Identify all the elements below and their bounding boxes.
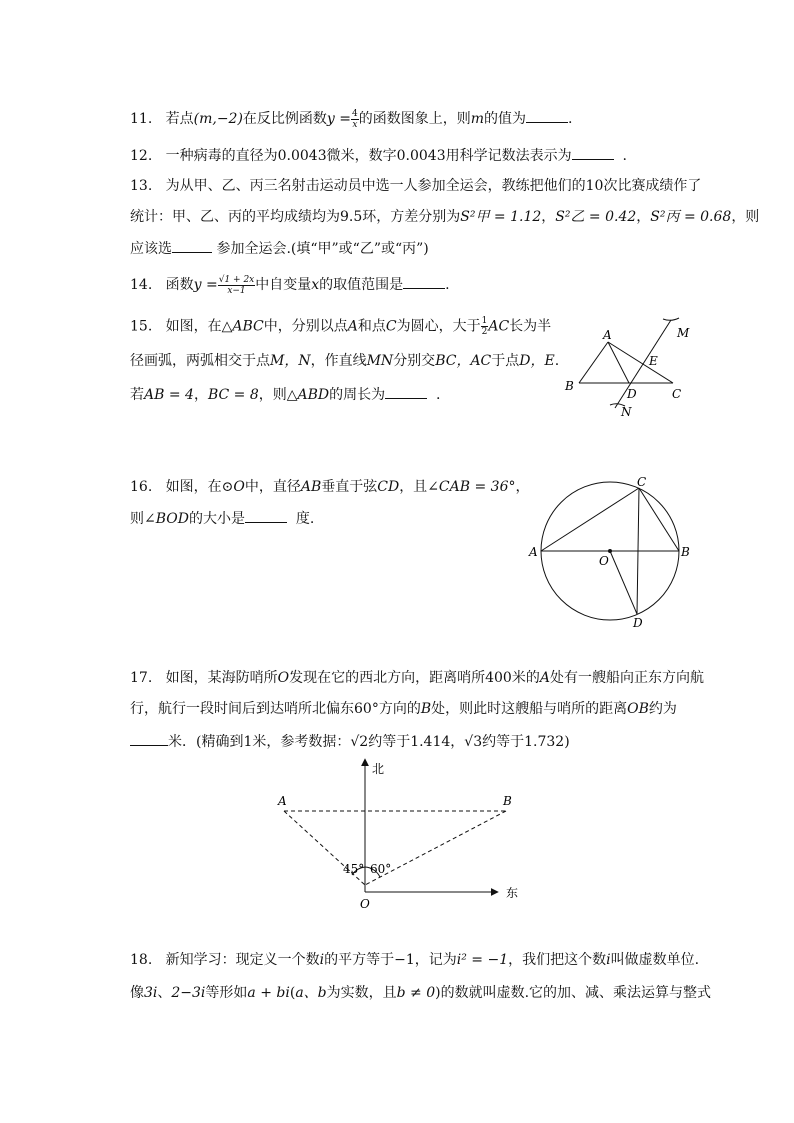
segment-ab [579,342,608,383]
text: 垂直于弦 [321,479,378,495]
question-11 [130,108,690,130]
answer-blank[interactable] [385,384,427,399]
text: 约等于1.414， [368,734,465,750]
label-angle-60: 60° [370,862,392,876]
question-17-line-2 [130,699,690,719]
segment-od [610,551,637,614]
segment-cb [639,488,679,551]
text: 米．(精确到1米，参考数据： [168,734,351,750]
math: C [385,318,397,335]
text: 新知学习：现定义一个数 [165,952,320,968]
text: 中，分别以点 [263,318,348,335]
math: i [606,952,611,968]
label-m: M [677,326,690,340]
answer-blank[interactable] [130,731,168,746]
text: 在反比例函数 [242,111,327,127]
text: 约等于1.732) [482,734,570,750]
math: A [347,318,358,335]
question-17-line-1 [130,668,704,688]
question-number: 12. [130,148,153,164]
text: 为圆心，大于 [396,318,481,335]
fraction-denominator: x−1 [227,285,246,296]
math: S²乙 = 0.42 [555,209,637,225]
math: b ≠ 0 [396,985,436,1001]
text: 为从甲、乙、丙三名射击运动员中选一人参加全运会，教练把他们的10次比赛成绩作了 [165,178,702,194]
label-b: B [503,794,512,808]
text: . [622,148,627,164]
text: ，则 [731,209,760,225]
fraction-denominator: x [352,119,358,130]
label-n: N [621,405,632,419]
question-number: 15. [130,318,153,335]
math: y = [193,277,218,293]
text: 处有一艘船向正东方向航 [549,670,704,686]
text: ， [193,387,208,403]
figure-triangle-perpendicular-bisector [555,312,705,422]
text: ，且 [399,479,428,495]
label-a: A [603,328,612,342]
math: AB [300,479,322,495]
segment-ac [541,488,639,551]
text: 如图，在 [165,479,222,495]
text: 的大小是 [188,511,245,527]
label-a: A [529,545,538,559]
text: 应该选 [130,241,172,257]
label-east: 东 [506,886,519,900]
question-15-line-2 [130,351,560,371]
math: AB = 4 [144,387,194,403]
math: √3 [464,734,483,750]
label-o: O [360,897,370,911]
question-13-line-2: 统计：甲、乙、丙的平均成绩均为9.5环，方差分别为S²甲 = 1.12，S²乙 = 0.42，S²丙 = 0.68，则 [130,209,760,225]
question-18-line-2 [130,983,712,1003]
text: ， [515,479,530,495]
label-b: B [565,379,574,393]
question-16-line-2 [130,508,510,529]
math: a、b [295,985,327,1001]
math: m [470,111,485,127]
question-number: 11. [130,111,153,127]
answer-blank[interactable] [245,508,287,523]
math: △ABD [286,387,330,403]
text: 参加全运会.(填“甲”或“乙”或“丙”) [216,241,429,257]
text: 统计：甲、乙、丙的平均成绩均为9.5环，方差分别为 [130,209,461,225]
segment-ac [608,342,673,383]
label-o: O [599,554,609,568]
question-15-line-1 [130,316,550,337]
text: ，则 [258,387,287,403]
text: 若点 [165,111,194,127]
text: 中自变量 [255,277,312,293]
text: 径画弧，两弧相交于点 [130,353,270,369]
text: 和点 [357,318,386,335]
text: 的周长为 [329,387,386,403]
text: . [554,353,560,369]
text: 叫做虚数单位. [610,952,700,968]
fraction-numerator: √1 + 2x [218,274,255,285]
text: 则 [130,511,144,527]
math: MN [366,353,394,369]
math: △ABC [221,318,264,335]
text: 度. [295,511,315,527]
text: 的函数图象上，则 [358,111,471,127]
math: BC，AC [435,353,492,369]
fraction [218,275,256,296]
answer-blank[interactable] [403,274,445,289]
text: ，作直线 [310,353,367,369]
text: 长为半 [509,318,552,335]
math: S²丙 = 0.68 [650,209,732,225]
text: . [568,111,573,127]
math: BC = 8 [207,387,259,403]
label-d: D [633,616,643,630]
math: ∠CAB = 36° [427,479,516,495]
question-15-line-3 [130,384,550,405]
math: i² = −1 [456,952,509,968]
text: 的取值范围是 [319,277,404,293]
label-a: A [278,794,287,808]
question-16-line-1 [130,477,530,497]
text: 为实数，且 [326,985,397,1001]
text: 函数 [165,277,194,293]
text: 一种病毒的直径为0.0043微米，数字0.0043用科学记数法表示为 [165,148,572,164]
text: 等形如 [205,985,248,1001]
math: B [420,701,432,717]
text: . [436,387,441,403]
math: M，N [270,353,311,369]
question-number: 14. [130,277,153,293]
question-12 [130,145,690,166]
question-17-line-3 [130,731,690,752]
text: 分别交 [393,353,436,369]
math: 2−3i [171,985,206,1001]
label-e: E [649,354,658,368]
math: 3i [144,985,158,1001]
figure-navigation [270,755,525,915]
center-point [608,549,612,553]
label-b: B [681,545,690,559]
figure-circle [525,472,700,632]
text: 处，则此时这艘船与哨所的距离 [431,701,628,717]
math: (m,−2) [193,111,243,127]
question-14 [130,274,690,296]
label-d: D [627,387,637,401]
question-number: 16. [130,479,153,495]
math: √2 [350,734,369,750]
text: 如图，在 [165,318,222,335]
math: ∠BOD [144,511,189,527]
math: ⊙O [221,479,245,495]
math: x [311,277,320,293]
text: 中，直径 [244,479,301,495]
math: OB [627,701,649,717]
text: . [445,277,450,293]
label-c: C [672,387,682,401]
question-18-line-1 [130,950,700,970]
text: ( [289,985,296,1001]
answer-blank[interactable] [572,145,614,160]
line-mn [615,320,671,408]
fraction-numerator: 1 [481,316,488,326]
question-number: 17. [130,670,153,686]
text: 发现在它的西北方向，距离哨所400米的 [289,670,540,686]
math: y = [326,111,352,127]
arc-m [663,318,679,320]
fraction [351,109,359,130]
math: A [539,670,550,686]
math: S²甲 = 1.12 [460,209,542,225]
label-angle-45: 45° [343,862,365,876]
fraction-numerator: 4 [352,108,358,119]
text: 、 [157,985,172,1001]
text: 若 [130,387,144,403]
answer-blank[interactable] [526,108,568,123]
text: 的平方等于−1，记为 [324,952,457,968]
text: 行，航行一段时间后到达哨所北偏东60°方向的 [130,701,421,717]
text: 约为 [648,701,677,717]
label-c: C [637,475,647,489]
math: AC [488,318,510,335]
math: a + bi [247,985,290,1001]
math: i [319,952,325,968]
text: 于点 [491,353,520,369]
question-13-line-3 [130,238,690,259]
text: )的数就叫虚数.它的加、减、乘法运算与整式 [435,985,712,1001]
math: O [277,670,290,686]
math: CD [377,479,400,495]
math: D，E [519,353,555,369]
fraction-denominator: 2 [481,327,488,337]
question-13-line-1 [130,176,702,196]
question-number: 13. [130,178,153,194]
label-north: 北 [372,762,385,776]
text: 的值为 [484,111,527,127]
text: 如图，某海防哨所 [165,670,278,686]
question-number: 18. [130,952,153,968]
text: 像 [130,985,144,1001]
text: ，我们把这个数 [508,952,607,968]
answer-blank[interactable] [172,238,212,253]
